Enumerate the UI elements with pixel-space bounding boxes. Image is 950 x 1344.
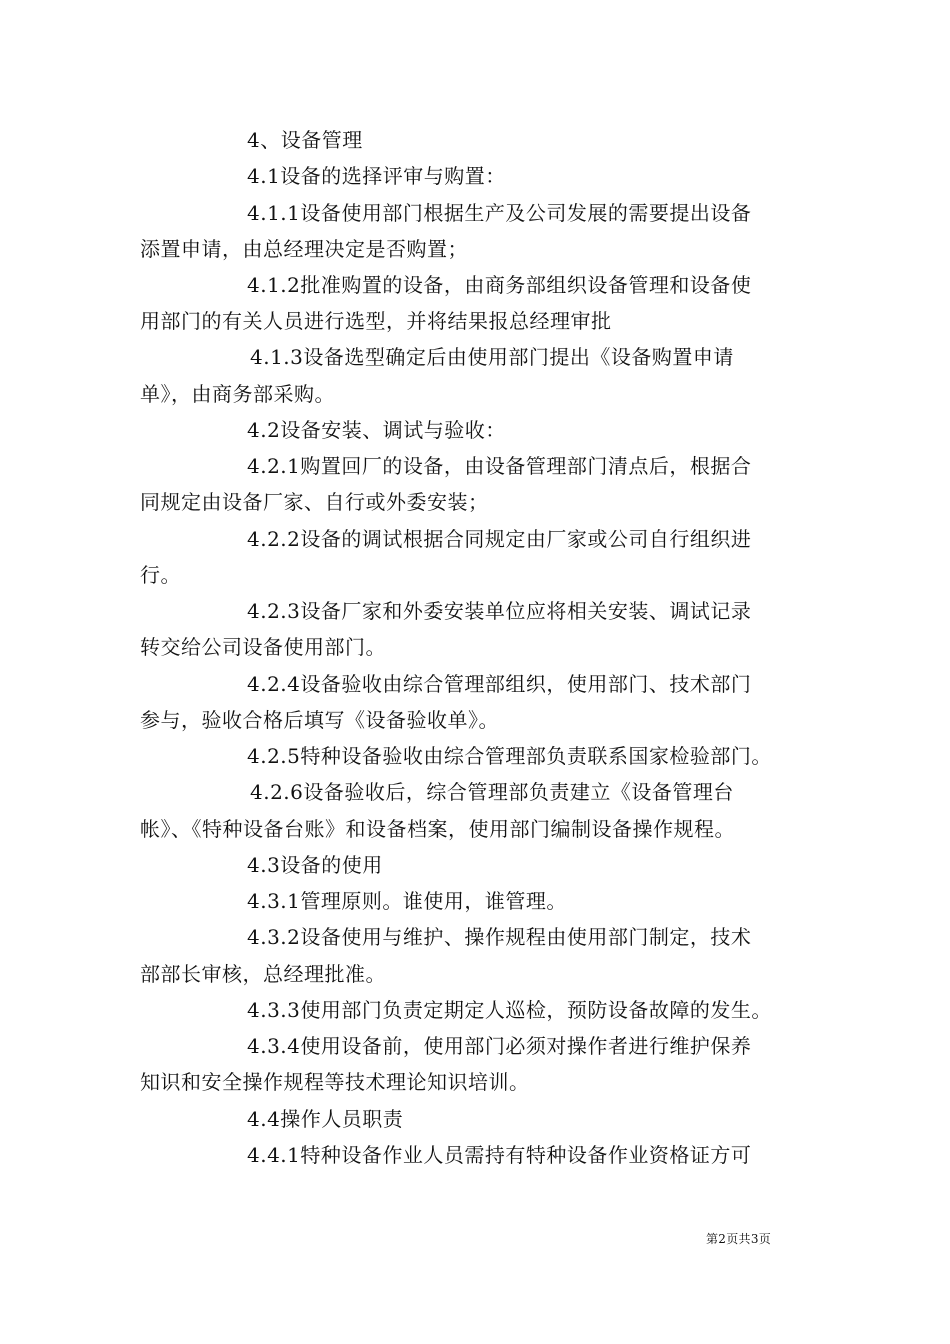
paragraph-line: 行。 — [140, 563, 181, 587]
section-heading: 4、设备管理 — [247, 128, 363, 152]
paragraph-line: 部部长审核，总经理批准。 — [140, 962, 386, 986]
paragraph-line: 4.2.5特种设备验收由综合管理部负责联系国家检验部门。 — [247, 744, 772, 768]
paragraph-line: 4.3.2设备使用与维护、操作规程由使用部门制定，技术 — [247, 925, 752, 949]
paragraph-line: 4.2.6设备验收后，综合管理部负责建立《设备管理台 — [250, 780, 734, 804]
subsection-heading: 4.2设备安装、调试与验收： — [247, 418, 506, 442]
paragraph-line: 知识和安全操作规程等技术理论知识培训。 — [140, 1070, 530, 1094]
paragraph-line: 4.1.3设备选型确定后由使用部门提出《设备购置申请 — [250, 345, 734, 369]
paragraph-line: 4.2.4设备验收由综合管理部组织，使用部门、技术部门 — [247, 672, 752, 696]
paragraph-line: 4.1.1设备使用部门根据生产及公司发展的需要提出设备 — [247, 201, 752, 225]
paragraph-line: 4.3.1管理原则。谁使用，谁管理。 — [247, 889, 567, 913]
paragraph-line: 帐》、《特种设备台账》和设备档案，使用部门编制设备操作规程。 — [140, 817, 735, 841]
paragraph-line: 4.2.1购置回厂的设备，由设备管理部门清点后，根据合 — [247, 454, 752, 478]
paragraph-line: 用部门的有关人员进行选型，并将结果报总经理审批 — [140, 309, 612, 333]
subsection-heading: 4.1设备的选择评审与购置： — [247, 164, 506, 188]
paragraph-line: 转交给公司设备使用部门。 — [140, 635, 386, 659]
page-number-footer: 第2页共3页 — [706, 1232, 772, 1246]
paragraph-line: 4.2.2设备的调试根据合同规定由厂家或公司自行组织进 — [247, 527, 752, 551]
paragraph-line: 4.2.3设备厂家和外委安装单位应将相关安装、调试记录 — [247, 599, 752, 623]
paragraph-line: 同规定由设备厂家、自行或外委安装； — [140, 490, 489, 514]
paragraph-line: 4.4.1特种设备作业人员需持有特种设备作业资格证方可 — [247, 1143, 752, 1167]
paragraph-line: 4.1.2批准购置的设备，由商务部组织设备管理和设备使 — [247, 273, 752, 297]
subsection-heading: 4.4操作人员职责 — [247, 1107, 404, 1131]
paragraph-line: 参与，验收合格后填写《设备验收单》。 — [140, 708, 499, 732]
paragraph-line: 4.3.3使用部门负责定期定人巡检，预防设备故障的发生。 — [247, 998, 772, 1022]
paragraph-line: 添置申请，由总经理决定是否购置； — [140, 237, 468, 261]
paragraph-line: 4.3.4使用设备前，使用部门必须对操作者进行维护保养 — [247, 1034, 752, 1058]
paragraph-line: 单》，由商务部采购。 — [140, 382, 335, 406]
subsection-heading: 4.3设备的使用 — [247, 853, 383, 877]
